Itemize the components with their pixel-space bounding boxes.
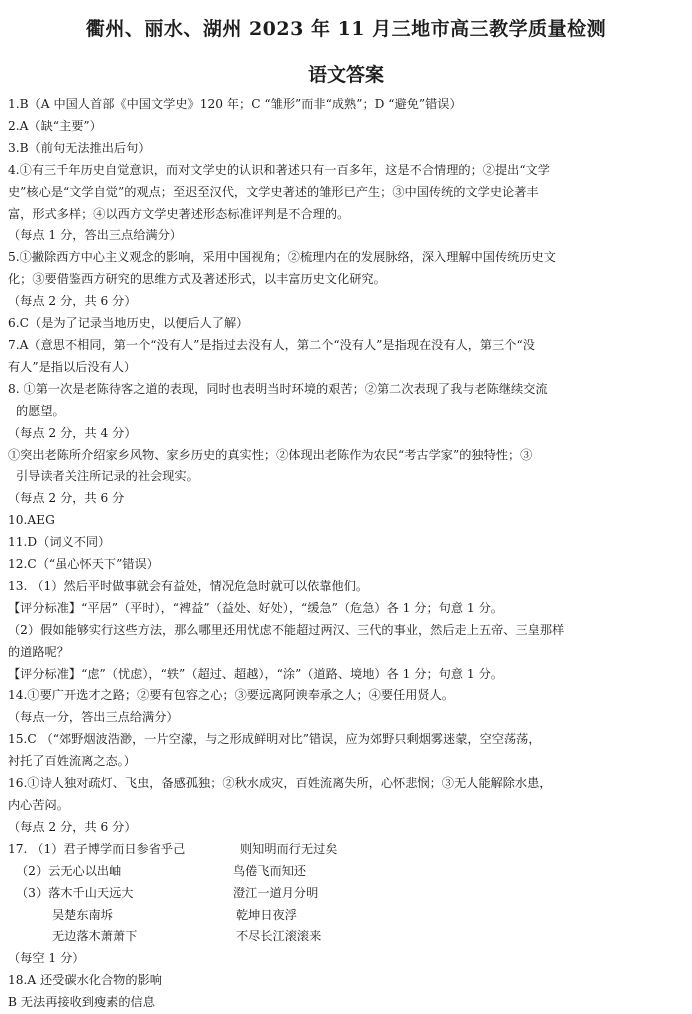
answer-line: 3.B（前句无法推出后句） (8, 140, 151, 155)
q17-left: 吴楚东南坼 (52, 907, 113, 922)
q17-left: （2）云无心以出岫 (16, 863, 122, 878)
answer-line: 史”核心是“文学自觉”的观点；至迟至汉代，文学史著述的雏形已产生；③中国传统的文学史论著丰 (8, 184, 539, 199)
answer-line: 衬托了百姓流离之态。） (8, 754, 136, 769)
answer-line: 引导读者关注所记录的社会现实。 (16, 469, 199, 484)
q17-right: 澄江一道月分明 (233, 885, 319, 900)
scoring-note: （每空 1 分） (8, 951, 85, 966)
q17-right: 鸟倦飞而知还 (233, 863, 307, 878)
q17-row (8, 905, 676, 927)
q17-row (8, 883, 676, 905)
answer-line: ①突出老陈所介绍家乡风物、家乡历史的真实性；②体现出老陈作为农民“考古学家”的独特性；③ (8, 447, 533, 462)
answer-line: 13. （1）然后平时做事就会有益处，情况危急时就可以依靠他们。 (8, 578, 369, 593)
scoring-note: （每点一分，答出三点给满分） (8, 710, 179, 725)
page-title: 衢州、丽水、湖州 2023 年 11 月三地市高三教学质量检测 (85, 18, 607, 40)
q17-row (8, 839, 676, 861)
q17-right: 则知明而行无过矣 (240, 841, 338, 856)
q17-row (8, 926, 676, 948)
answer-line: 2.A（缺“主要”） (8, 118, 102, 133)
answer-content (8, 94, 676, 1014)
answer-line: 有人”是指以后没有人） (8, 359, 137, 374)
answer-line: 内心苦闷。 (8, 798, 69, 812)
scoring-note: （每点 2 分，共 6 分） (8, 819, 137, 834)
q17-left: 17. （1）君子博学而日参省乎己 (8, 841, 186, 856)
answer-line: 1.B（A 中国人首部《中国文学史》120 年；C “雏形”而非“成熟”；D “避免”错误） (8, 97, 462, 111)
answer-line: 11.D（词义不同） (8, 535, 111, 550)
answer-line: B 无法再接收到瘦素的信息 (8, 995, 155, 1010)
scoring-criteria: 【评分标准】“平居”（平时），“裨益”（益处、好处），“缓急”（危急）各 1 分；句意 1 分。 (8, 600, 503, 615)
answer-line: 的道路呢？ (8, 644, 69, 659)
answer-line: 18.A 还受碳水化合物的影响 (8, 973, 162, 988)
q17-right: 不尽长江滚滚来 (236, 929, 322, 944)
answer-line: 化；③要借鉴西方研究的思维方式及著述形式，以丰富历史文化研究。 (8, 272, 386, 287)
answer-line: 10.AEG (8, 513, 55, 528)
scoring-criteria: 【评分标准】“虑”（忧虑），“轶”（超过、超越），“涂”（道路、境地）各 1 分；句意 1 分。 (8, 666, 503, 681)
scoring-note: （每点 2 分，共 6 分） (8, 294, 137, 309)
page-subtitle: 语文答案 (307, 64, 384, 86)
answer-line: 5.①撇除西方中心主义观念的影响，采用中国视角；②梳理内在的发展脉络，深入理解中国传统历史文 (8, 250, 556, 265)
q17-right: 乾坤日夜浮 (236, 907, 297, 922)
answer-line: （2）假如能够实行这些方法，那么哪里还用忧虑不能超过两汉、三代的事业，然后走上五帝、三皇那样 (8, 622, 565, 637)
scoring-note: （每点 2 分，共 4 分） (8, 425, 137, 440)
q17-row (8, 861, 676, 883)
scoring-note: （每点 1 分，答出三点给满分） (8, 228, 182, 243)
answer-line: 14.①要广开选才之路；②要有包容之心；③要远离阿谀奉承之人；④要任用贤人。 (8, 688, 454, 703)
answer-line: 15.C （“郊野烟波浩渺，一片空濛，与之形成鲜明对比”错误，应为郊野只剩烟雾迷蒙，空空荡荡， (8, 732, 541, 747)
answer-line: 的愿望。 (16, 403, 65, 418)
q17-left: （3）落木千山天远大 (16, 885, 134, 900)
scoring-note: （每点 2 分，共 6 分 (8, 491, 125, 506)
answer-line: 7.A（意思不相同，第一个“没有人”是指过去没有人，第二个“没有人”是指现在没有人，第三个“没 (8, 337, 535, 352)
answer-line: 12.C（“虽心怀天下”错误） (8, 557, 159, 572)
answer-line: 6.C（是为了记录当地历史，以便后人了解） (8, 316, 249, 331)
q17-left: 无边落木萧萧下 (52, 929, 138, 944)
answer-line: 富，形式多样；④以西方文学史著述形态标准评判是不合理的。 (8, 206, 350, 221)
answer-line: 4.①有三千年历史自觉意识，而对文学史的认识和著述只有一百多年，这是不合情理的；②提出“文学 (8, 162, 550, 177)
answer-line: 16.①诗人独对疏灯、飞虫，备感孤独；②秋水成灾，百姓流离失所，心怀悲悯；③无人能解除水患， (8, 776, 552, 791)
answer-line: 8. ①第一次是老陈待客之道的表现，同时也表明当时环境的艰苦；②第二次表现了我与老陈继续交流 (8, 381, 548, 396)
